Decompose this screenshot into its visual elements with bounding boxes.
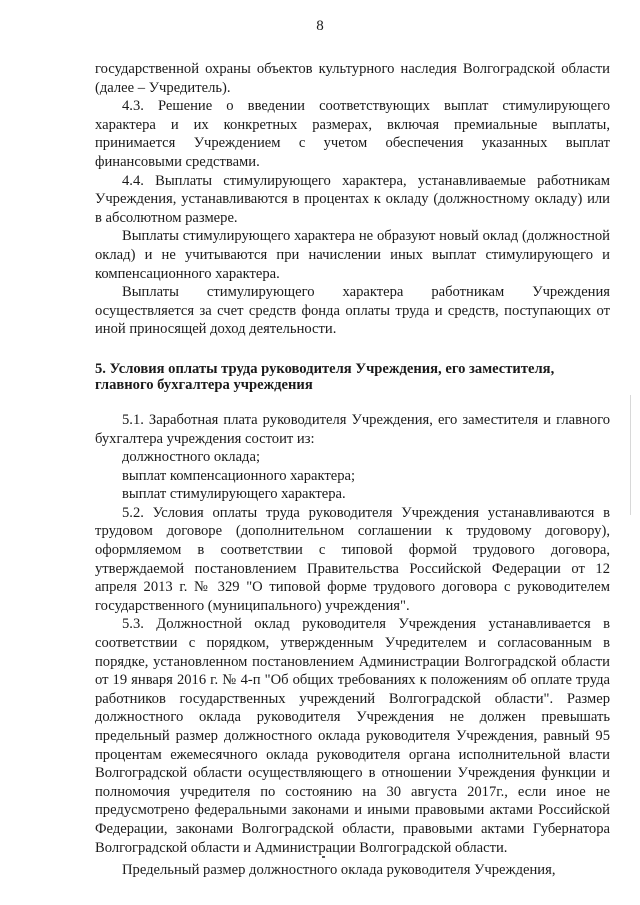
list-item: выплат стимулирующего характера. xyxy=(122,486,346,503)
paragraph-stimulus-funding: Выплаты стимулирующего характера работникам Учреждения осуществляется за счет средств фонда оплаты труда и средств, поступающих от иной приносящей доход деятельности. xyxy=(95,284,610,338)
document-body xyxy=(95,60,610,880)
paragraph-5-4-start: Предельный размер должностного оклада руководителя Учреждения, xyxy=(122,862,556,879)
paragraph-continuation: государственной охраны объектов культурного наследия Волгоградской области (далее – Учредитель). xyxy=(95,61,610,96)
page-number: 8 xyxy=(316,18,324,34)
section-5-heading xyxy=(95,361,610,393)
paragraph-5-2: 5.2. Условия оплаты труда руководителя Учреждения устанавливаются в трудовом договоре (дополнительном соглашении к трудовому договору), оформляемом в соответствии с типовой формой трудового договора, утверждаемой постановлением Правительства Российской Федерации от 12 апреля 2013 г. № 329 "О типовой форме трудового договора с руководителем государственного (муниципального) учреждения". xyxy=(95,504,610,614)
paragraph-5-1: 5.1. Заработная плата руководителя Учреждения, его заместителя и главного бухгалтера учреждения состоит из: xyxy=(95,411,610,447)
paragraph-4-3: 4.3. Решение о введении соответствующих выплат стимулирующего характера и их конкретных размерах, включая премиальные выплаты, принимается Учреждением с учетом обеспечения указанных выплат финансовыми средствами. xyxy=(95,98,610,170)
list-item: выплат компенсационного характера; xyxy=(122,467,356,484)
section-5-heading-line1: 5. Условия оплаты труда руководителя Учреждения, его заместителя, xyxy=(95,360,555,377)
scan-edge-mark xyxy=(630,395,631,515)
scan-speck xyxy=(322,856,325,858)
paragraph-5-3: 5.3. Должностной оклад руководителя Учреждения устанавливается в соответствии с порядком, утвержденным Учредителем и согласованным в порядке, установленном постановлением Администрации Волгоградской области от 19 января 2016 г. № 4-п "Об общих требованиях к положениям об оплате труда работников государственных учреждений Волгоградской области". Размер должностного оклада руководителя Учреждения не должен превышать предельный размер должностного оклада руководителя Учреждения, равный 95 процентам ежемесячного оклада руководителя органа исполнительной власти Волгоградской области осуществляющего в отношении Учреждения функции и полномочия учредителя по состоянию на 30 августа 2017г., если иное не предусмотрено федеральными законами и иными правовыми актами Российской Федерации, законами Волгоградской области, правовыми актами Губернатора Волгоградской области и Администрации Волгоградской области. xyxy=(95,616,610,856)
section-5-heading-line2: главного бухгалтера учреждения xyxy=(95,376,313,393)
paragraph-stimulus-payments: Выплаты стимулирующего характера не образуют новый оклад (должностной оклад) и не учитываются при начислении иных выплат стимулирующего и компенсационного характера. xyxy=(95,228,610,282)
paragraph-4-4: 4.4. Выплаты стимулирующего характера, устанавливаемые работникам Учреждения, устанавливаются в процентах к окладу (должностному окладу) или в абсолютном размере. xyxy=(95,172,610,226)
list-item: должностного оклада; xyxy=(122,449,260,466)
